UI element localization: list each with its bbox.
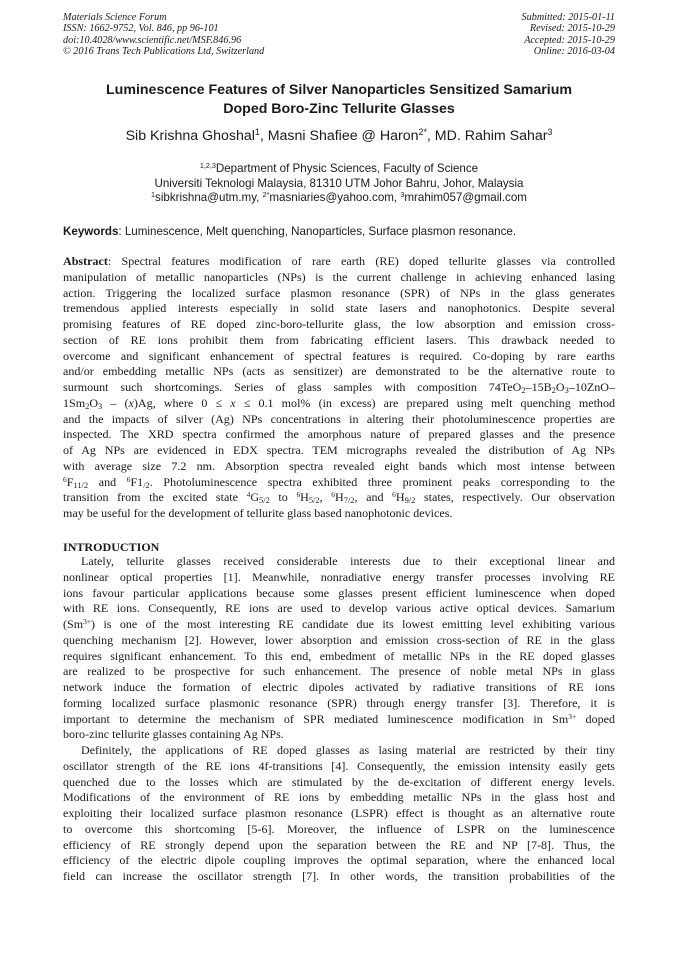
superscript: 4	[246, 490, 251, 500]
affil-sup: 1,2,3	[199, 161, 216, 171]
abstract-text: . Photoluminescence spectra exhibited three prominent peaks corresponding to the	[149, 474, 615, 489]
abstract-text: ,	[319, 490, 332, 505]
superscript: 6	[392, 490, 396, 500]
abstract-text: – (	[102, 395, 129, 410]
issn-line: ISSN: 1662-9752, Vol. 846, pp 96-101	[63, 23, 219, 35]
intro-line: field can increase the oscillator strength [7]. In other words, the transition probabilities of the	[63, 869, 615, 883]
accepted-date: Accepted: 2015-10-29	[524, 34, 615, 46]
intro-line: Definitely, the applications of RE doped glasses as lasing material are restricted by their tiny	[81, 743, 615, 757]
intro-text: ) is one of the most interesting RE candidate due its lowest emitting level exhibiting various	[91, 617, 615, 631]
intro-line: ions favour particular applications because some glasses present efficient luminescence when doped	[63, 585, 615, 600]
email-2-sup: 2*	[262, 190, 270, 200]
keywords-text: : Luminescence, Melt quenching, Nanoparticles, Surface plasmon resonance.	[118, 225, 517, 238]
intro-text: important to determine the mechanism of SPR mediated luminescence modification in Sm	[63, 711, 569, 726]
abstract-line: section of RE ions prohibit them from fabricating efficient lasers. This drawback needed to	[63, 332, 615, 347]
department-text: Department of Physic Sciences, Faculty of Science	[215, 162, 479, 175]
revised-date: Revised: 2015-10-29	[529, 23, 615, 35]
abstract-line: action. Triggering the localized surface plasmon resonance (SPR) of NPs in the glass generates	[63, 285, 615, 300]
intro-line: nonlinear optical properties [1]. Meanwhile, nonradiative energy transfer processes involving RE	[63, 569, 615, 584]
submitted-date: Submitted: 2015-01-11	[521, 12, 615, 23]
abstract-line: with average size 7.2 nm. Absorption spectra revealed eight bands which most intense between	[63, 458, 615, 473]
abstract-line: and the impacts of silver (Ag) NPs concentrations in altering their photoluminescence properties are	[63, 411, 615, 426]
intro-line: forming localized surface plasmonic resonance (SPR) through energy transfer [3]. Therefore, it is	[63, 695, 615, 710]
abstract-text: to	[269, 490, 297, 505]
email-1-sup: 1	[151, 190, 156, 200]
abstract-text: 1Sm	[63, 395, 86, 410]
title-line-1: Luminescence Features of Silver Nanoparticles Sensitized Samarium	[106, 82, 572, 98]
author-2: , Masni Shafiee @ Haron	[259, 128, 419, 144]
intro-line: are realized to be prospective for such enhancement. The presence of noble metal NPs in glass	[63, 664, 615, 679]
intro-text: (Sm	[63, 617, 84, 631]
abstract-line: tremendous applied interests especially in solid state lasers and nanophotonics. Despite several	[63, 301, 615, 316]
email-3: mrahim057@gmail.com	[404, 191, 527, 204]
abstract-text: F	[66, 474, 74, 489]
intro-line: network induce the formation of electric dipoles activated by radiative transitions of RE ions	[63, 680, 615, 694]
abstract-line	[63, 490, 615, 506]
university-line: Universiti Teknologi Malaysia, 81310 UTM Johor Bahru, Johor, Malaysia	[154, 176, 524, 190]
abstract-line	[63, 380, 615, 396]
abstract-text: and	[88, 474, 127, 489]
abstract-text: H	[300, 490, 309, 505]
abstract-line	[63, 396, 615, 412]
superscript: 6	[126, 474, 131, 484]
abstract-text: transition from the excited state	[63, 490, 247, 505]
variable-x: x	[230, 395, 236, 410]
title-line-2: Doped Boro-Zinc Tellurite Glasses	[223, 101, 455, 117]
section-heading-introduction: INTRODUCTION	[63, 540, 160, 554]
abstract-line	[63, 254, 615, 270]
intro-line: boro-zinc tellurite glasses containing Ag NPs.	[63, 727, 284, 742]
abstract-line: overcome and significant enhancement of spectral features is required. Co-doping by rare earths	[63, 348, 615, 363]
email-line	[40, 191, 638, 206]
online-date: Online: 2016-03-04	[533, 46, 615, 58]
email-2: masniaries@yahoo.com,	[269, 191, 401, 204]
email-1: sibkrishna@utm.my,	[155, 191, 263, 204]
abstract-text: G	[250, 490, 260, 505]
abstract-text: H	[395, 490, 405, 505]
abstract-text: –10ZnO–	[568, 380, 615, 394]
intro-line	[63, 617, 615, 633]
intro-line: quenching mechanism [2]. However, lower absorption and emission cross-section of RE in the glass	[63, 632, 615, 647]
abstract-text: states, respectively. Our observation	[415, 490, 615, 505]
abstract-label: Abstract	[63, 254, 108, 268]
superscript: 6	[331, 490, 336, 500]
abstract-text: O	[89, 395, 99, 410]
abstract-text: –15B	[525, 380, 552, 394]
abstract-line: manipulation of metallic nanoparticles (NPs) is the current challenge in achieving enhanced lasing	[63, 269, 615, 284]
abstract-line	[63, 475, 615, 491]
subscript: 3	[564, 385, 569, 396]
abstract-line: and/or embedding metallic NPs (acts as sensitizer) are demonstrated to be the alternative route to	[63, 364, 615, 379]
paper-title	[40, 81, 638, 119]
journal-name: Materials Science Forum	[63, 12, 167, 23]
subscript: 2	[521, 385, 526, 396]
subscript: 3	[98, 400, 103, 411]
publication-dates	[522, 12, 615, 58]
abstract-text: O	[555, 380, 565, 394]
abstract-text: : Spectral features modification of rare earth (RE) doped tellurite glasses via controlled	[107, 254, 615, 268]
variable-x: x	[128, 395, 134, 410]
subscript: 5/2	[259, 495, 270, 506]
abstract-line: inspected. The XRD spectra confirmed the amorphous nature of prepared glasses and the presence	[63, 427, 615, 442]
intro-line: exploiting their localized surface plasmon resonance (LSPR) effect is thought as an alternative route	[63, 806, 615, 820]
abstract-text: F1	[130, 474, 144, 489]
subscript: 2	[551, 385, 556, 396]
subscript: /2	[143, 479, 150, 490]
doi-line: doi:10.4028/www.scientific.net/MSF.846.96	[63, 34, 242, 46]
keywords-label: Keywords	[63, 225, 119, 238]
superscript: 6	[296, 490, 301, 500]
intro-text: doped	[576, 711, 616, 726]
abstract-text: , and	[354, 490, 393, 505]
intro-line: oscillator strength of the RE ions 4f-transitions [4]. Consequently, the emission intensity easily gets	[63, 758, 615, 773]
abstract-text: )Ag, where 0 ≤	[133, 395, 231, 410]
introduction-text	[63, 554, 615, 885]
intro-line: efficiency of RE strongly depend upon the separation between the RE and NP [7-8]. Thus, the	[63, 837, 615, 852]
abstract-line: may be useful for the development of tellurite glass based nanophotonic devices.	[63, 506, 453, 520]
abstract-paragraph	[63, 254, 615, 522]
keywords-line	[63, 225, 618, 239]
journal-info	[63, 12, 264, 58]
subscript: 9/2	[404, 495, 416, 506]
intro-line: quenched due to the losses which are stimulated by the de-excitation of different energy levels.	[63, 774, 615, 789]
abstract-text: ≤ 0.1 mol% (in excess) are prepared using melt quenching method	[235, 395, 615, 410]
affiliation-block	[40, 162, 638, 206]
department-line	[40, 162, 638, 177]
superscript: 3+	[83, 616, 92, 626]
intro-line: Modifications of the environment of RE ions by embedding metallic NPs in the glass host and	[63, 790, 615, 805]
abstract-text: surmount such shortcomings. Series of glass samples with composition 74TeO	[63, 380, 522, 394]
author-1-affil: 1	[254, 127, 260, 138]
superscript: 6	[63, 474, 67, 484]
intro-line: with RE ions. Consequently, RE ions are used to develop various active optical devices. Samarium	[63, 601, 615, 616]
author-3: , MD. Rahim Sahar	[426, 128, 548, 144]
intro-line: Lately, tellurite glasses received considerable interests due to their exceptional linear and	[81, 554, 615, 568]
subscript: 2	[85, 400, 90, 411]
intro-line	[63, 712, 615, 728]
intro-line: requires significant enhancement. To this end, embedment of metallic NPs in the RE doped glasses	[63, 648, 615, 663]
intro-line: efficiency of the electric dipole coupling improves the optimal separation, where the enhanced local	[63, 853, 615, 868]
intro-line: to overcome this shortcoming [5-6]. Moreover, the influence of LSPR on the luminescence	[63, 821, 615, 836]
subscript: 11/2	[73, 479, 89, 490]
subscript: 5/2	[308, 495, 320, 506]
author-3-affil: 3	[547, 127, 553, 138]
author-2-affil: 2*	[418, 127, 427, 138]
abstract-line: promising features of RE doped zinc-boro-tellurite glass, the low absorption and emission cross-	[63, 317, 615, 331]
author-list	[30, 127, 648, 145]
copyright-line: © 2016 Trans Tech Publications Ltd, Switzerland	[63, 46, 265, 58]
subscript: 7/2	[343, 495, 355, 506]
abstract-text: H	[335, 490, 344, 505]
superscript: 3+	[568, 711, 577, 721]
abstract-line: of Ag NPs are evidenced in EDX spectra. TEM micrographs revealed the distribution of Ag NPs	[63, 443, 615, 457]
email-3-sup: 3	[400, 190, 405, 200]
author-1: Sib Krishna Ghoshal	[125, 128, 255, 144]
